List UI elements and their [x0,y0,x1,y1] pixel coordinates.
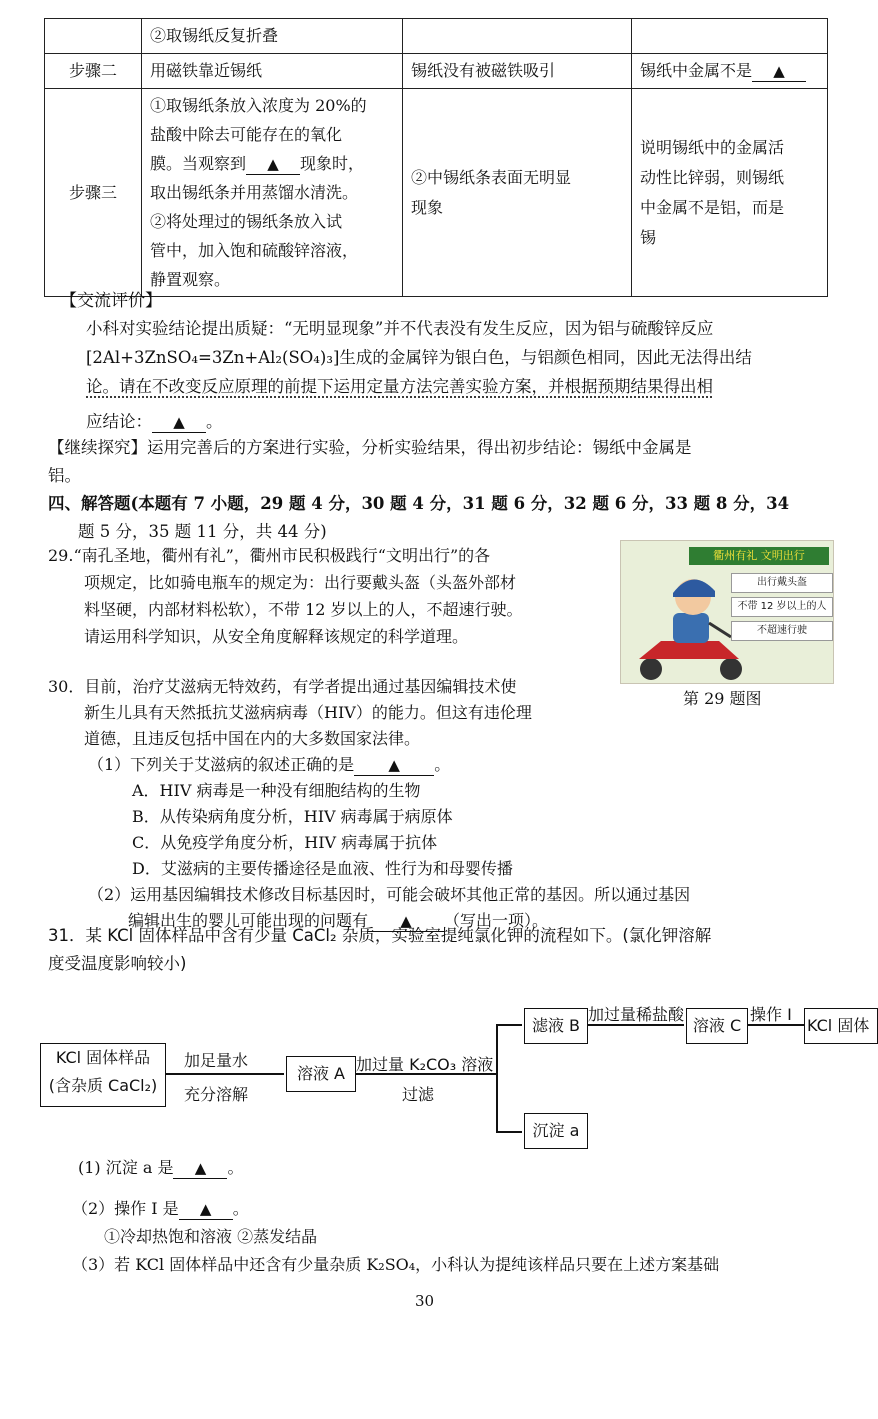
flow-box-product: KCl 固体 [804,1008,878,1044]
q29-line: 29.“南孔圣地，衢州有礼”，衢州市民积极践行“文明出行”的各 [48,546,491,565]
table-cell-conclusion [632,19,828,54]
continue-paragraph [48,434,692,490]
op-line: 静置观察。 [150,270,231,289]
q30-sub1-text: （1）下列关于艾滋病的叙述正确的是 [88,755,355,774]
q30-sub2-text: 编辑出生的婴儿可能出现的问题有 [128,911,369,930]
table-cell-op: 用磁铁靠近锡纸 [142,54,403,89]
flow-label: 操作 I [750,1005,792,1024]
question-31 [48,922,711,978]
continue-line: 铝。 [48,466,81,485]
section4-line: 四、解答题(本题有 7 小题，29 题 4 分，30 题 4 分，31 题 6 分，32 题 6 分，33 题 8 分，34 [48,494,790,513]
op-line: 盐酸中除去可能存在的氧化 [150,125,343,144]
page-number: 30 [415,1292,435,1310]
concl-line: 锡 [640,227,657,247]
q30-sub1-end: 。 [434,755,451,774]
concl-line: 中金属不是铝，而是 [640,197,785,217]
flow-label: 过滤 [402,1085,435,1104]
experiment-table [44,18,828,297]
phen-line: 现象 [411,197,444,217]
eval-paragraph [86,314,816,436]
table-cell-phenomenon [403,19,632,54]
q31-sub1-text: (1) 沉淀 a 是 [78,1158,174,1177]
table-cell-conclusion [632,89,828,297]
op-line: ①取锡纸条放入浓度为 20%的 [150,96,367,115]
answer-blank[interactable]: ▲ [368,911,444,932]
eval-line: [2Al+3ZnSO₄=3Zn+Al₂(SO₄)₃]生成的金属锌为银白色，与铝颜色相同，因此无法得出结 [86,348,752,367]
option-item: D．艾滋病的主要传播途径是血液、性行为和母婴传播 [132,859,513,878]
eval-text: 应结论： [86,412,152,431]
q30-line: 30．目前，治疗艾滋病无特效药，有学者提出通过基因编辑技术使 [48,677,517,696]
q31-sub1-end: 。 [227,1158,244,1177]
option-item: B．从传染病角度分析，HIV 病毒属于病原体 [132,807,453,826]
op-text: 现象时， [300,154,365,173]
answer-blank[interactable]: ▲ [179,1199,233,1220]
flow-label: 加过量稀盐酸 [588,1005,685,1024]
table-cell-step: 步骤三 [45,89,142,297]
flow-box-filtrate-b: 滤液 B [524,1008,588,1044]
q30-line: 新生儿具有天然抵抗艾滋病病毒（HIV）的能力。但这有违伦理 [84,703,532,722]
flow-arrow [496,1131,522,1133]
flow-label: 充分溶解 [184,1085,249,1104]
q30-line: 道德，且违反包括中国在内的大多数国家法律。 [84,729,421,748]
figure-caption: 第 29 题图 [683,689,762,708]
section4-line: 题 5 分，35 题 11 分，共 44 分) [78,522,327,541]
table-cell-conclusion [632,54,828,89]
section-heading: 【交流评价】 [60,291,162,311]
flow-box-sample [40,1043,166,1107]
flow-branch-line [496,1024,498,1132]
concl-line: 动性比锌弱，则锡纸 [640,167,785,187]
flow-box-solution-a: 溶液 A [286,1056,356,1092]
eval-end: 。 [206,412,223,431]
flow-label: 加足量水 [184,1051,249,1070]
op-line: 取出锡纸条并用蒸馏水清洗。 [150,183,359,202]
flow-box-solution-c: 溶液 C [686,1008,748,1044]
q31-sub2-options: ①冷却热饱和溶液 ②蒸发结晶 [104,1227,318,1246]
q31-line: 31．某 KCl 固体样品中含有少量 CaCl₂ 杂质，实验室提纯氯化钾的流程如下。(氯化钾溶解 [48,926,712,945]
table-cell-step: 步骤二 [45,54,142,89]
q31-sub2-end: 。 [232,1199,249,1218]
op-text: 膜。当观察到 [150,154,247,173]
q31-sub2-text: （2）操作 I 是 [72,1199,179,1218]
figure-banner: 衢州有礼 文明出行 [689,547,829,565]
table-cell-empty [45,19,142,54]
flow-box-precipitate-a: 沉淀 a [524,1113,588,1149]
table-row [45,89,828,297]
question-29 [48,542,523,650]
continue-line: 【继续探究】运用完善后的方案进行实验，分析实验结果，得出初步结论：锡纸中金属是 [48,438,692,457]
table-row [45,19,828,54]
option-item: C．从免疫学角度分析，HIV 病毒属于抗体 [132,833,438,852]
table-cell-phenomenon [403,89,632,297]
answer-blank[interactable]: ▲ [354,755,434,776]
option-item: A．HIV 病毒是一种没有细胞结构的生物 [132,781,421,800]
q31-sub3: （3）若 KCl 固体样品中还含有少量杂质 K₂SO₄，小科认为提纯该样品只要在上述方案基础 [72,1255,720,1274]
figure-sign: 不带 12 岁以上的人 [731,597,833,617]
figure-sign: 出行戴头盔 [731,573,833,593]
q30-sub2-line: （2）运用基因编辑技术修改目标基因时，可能会破坏其他正常的基因。所以通过基因 [88,885,691,904]
section-heading [48,490,789,546]
eval-line-with-blank [86,407,816,436]
flow-text: KCl 固体样品 [55,1048,151,1067]
flow-label: 加过量 K₂CO₃ 溶液 [356,1055,494,1074]
table-cell-phenomenon: 锡纸没有被磁铁吸引 [403,54,632,89]
q29-line: 料坚硬，内部材料松软），不带 12 岁以上的人，不超速行驶。 [84,600,523,619]
question-30 [48,674,690,934]
eval-line: 小科对实验结论提出质疑：“无明显现象”并不代表没有发生反应，因为铝与硫酸锌反应 [86,319,714,338]
answer-blank[interactable]: ▲ [173,1158,227,1179]
table-cell-op: ②取锡纸反复折叠 [142,19,403,54]
op-line: 管中，加入饱和硫酸锌溶液， [150,241,359,260]
q29-line: 项规定，比如骑电瓶车的规定为：出行要戴头盔（头盔外部材 [84,573,517,592]
phen-line: ②中锡纸条表面无明显 [411,167,572,187]
table-cell-op [142,89,403,297]
flow-arrow [166,1073,284,1075]
q31-sub2 [72,1196,249,1220]
conclusion-text: 锡纸中金属不是 [640,61,753,80]
op-line-with-blank [150,149,394,178]
flow-text: (含杂质 CaCl₂) [48,1076,158,1095]
q30-sub2-end: （写出一项）。 [444,911,549,930]
concl-line: 说明锡纸中的金属活 [640,137,785,157]
figure-sign: 不超速行驶 [731,621,833,641]
q30-sub1 [48,752,690,778]
question-figure [620,540,834,684]
q31-sub1 [78,1155,243,1179]
q31-line: 度受温度影响较小) [48,954,187,973]
answer-blank[interactable]: ▲ [152,412,206,433]
flow-arrow [496,1024,522,1026]
answer-blank[interactable]: ▲ [246,154,300,175]
op-line: ②将处理过的锡纸条放入试 [150,212,343,231]
answer-blank[interactable]: ▲ [752,61,806,82]
eval-line: 论。请在不改变反应原理的前提下运用定量方法完善实验方案，并根据预期结果得出相 [86,377,713,396]
q29-line: 请运用科学知识，从安全角度解释该规定的科学道理。 [84,627,469,646]
table-row [45,54,828,89]
